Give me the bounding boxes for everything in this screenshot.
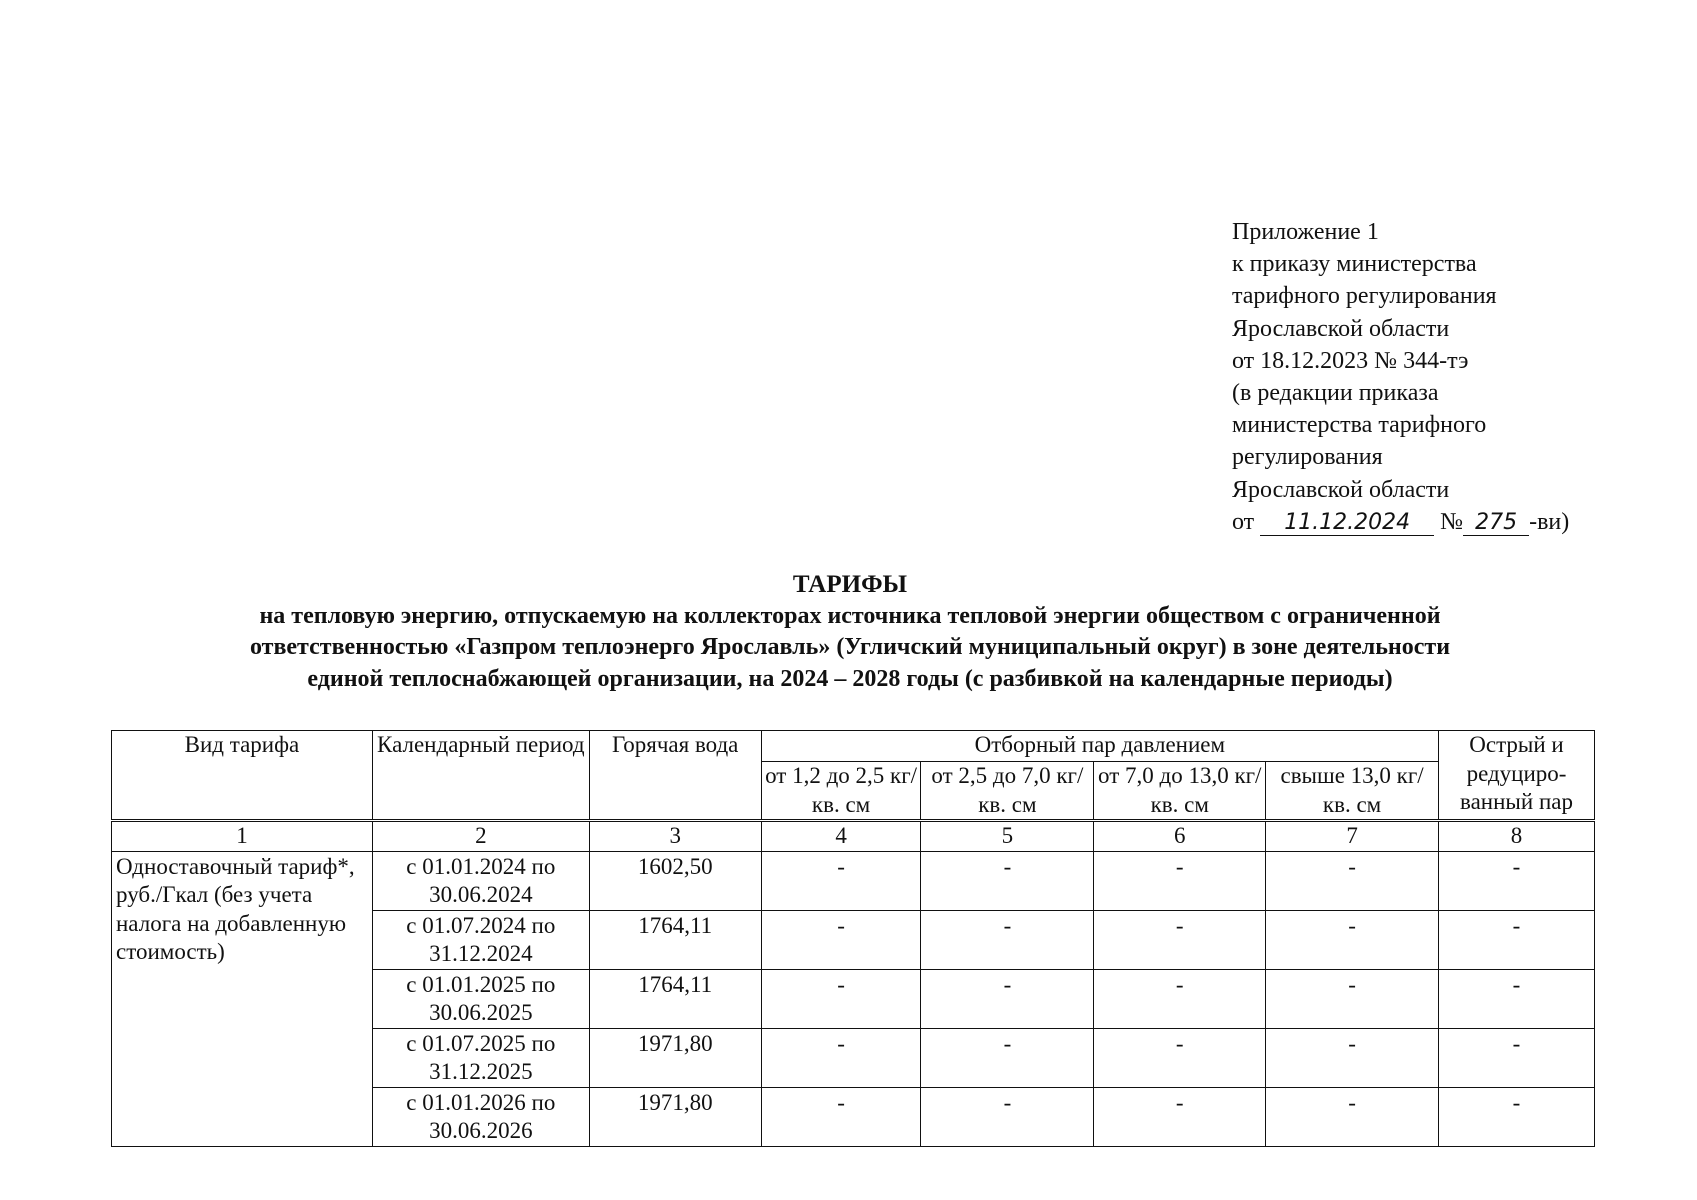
value-cell: -	[761, 851, 921, 910]
header-steam-col: от 7,0 до 13,0 кг/ кв. см	[1094, 762, 1266, 821]
column-number: 5	[921, 821, 1094, 852]
value-cell: -	[1439, 851, 1595, 910]
column-number: 4	[761, 821, 921, 852]
appendix-block	[1232, 216, 1569, 538]
value-cell: -	[1094, 1028, 1266, 1087]
appendix-line: (в редакции приказа	[1232, 380, 1439, 407]
value-cell: -	[1439, 1028, 1595, 1087]
document-subtitle-line: на тепловую энергию, отпускаемую на коллекторах источника тепловой энергии обществом с ограниченной	[259, 602, 1441, 629]
column-number: 6	[1094, 821, 1266, 852]
value-cell: -	[761, 910, 921, 969]
value-cell: -	[1266, 1087, 1439, 1146]
hot-water-value: 1971,80	[589, 1028, 761, 1087]
tariff-type-cell: Одноставочный тариф*, руб./Гкал (без учета налога на добавленную стоимость)	[112, 851, 373, 1146]
appendix-from-prefix: от	[1232, 508, 1255, 535]
value-cell: -	[1439, 969, 1595, 1028]
header-steam-col: от 1,2 до 2,5 кг/ кв. см	[761, 762, 921, 821]
header-hot-water: Горячая вода	[589, 731, 761, 821]
header-steam-col: от 2,5 до 7,0 кг/ кв. см	[921, 762, 1094, 821]
appendix-line: Ярославской области	[1232, 476, 1450, 503]
document-subtitle-line: единой теплоснабжающей организации, на 2024 – 2028 годы (с разбивкой на календарные периоды)	[307, 665, 1393, 692]
value-cell: -	[761, 969, 921, 1028]
tariff-table	[111, 730, 1595, 1147]
hot-water-value: 1971,80	[589, 1087, 761, 1146]
document-title-block	[110, 569, 1590, 695]
appendix-line: Приложение 1	[1232, 219, 1379, 245]
column-number: 7	[1266, 821, 1439, 852]
column-number: 8	[1439, 821, 1595, 852]
appendix-line: тарифного регулирования	[1232, 283, 1497, 310]
header-sharp-steam: Острый и редуциро-ванный пар	[1439, 731, 1595, 821]
value-cell: -	[1439, 1087, 1595, 1146]
header-steam-col: свыше 13,0 кг/ кв. см	[1266, 762, 1439, 821]
appendix-line: министерства тарифного	[1232, 412, 1487, 439]
value-cell: -	[1266, 1028, 1439, 1087]
value-cell: -	[921, 1028, 1094, 1087]
document-heading: ТАРИФЫ	[792, 571, 908, 598]
appendix-line: к приказу министерства	[1232, 251, 1477, 278]
period-cell: с 01.07.2024 по 31.12.2024	[372, 910, 589, 969]
table-header-row	[112, 731, 1595, 762]
appendix-line: от 18.12.2023 № 344-тэ	[1232, 347, 1469, 374]
hot-water-value: 1764,11	[589, 910, 761, 969]
column-number: 3	[589, 821, 761, 852]
number-sign: №	[1440, 508, 1464, 535]
hot-water-value: 1764,11	[589, 969, 761, 1028]
appendix-line: регулирования	[1232, 444, 1383, 471]
period-cell: с 01.07.2025 по 31.12.2025	[372, 1028, 589, 1087]
handwritten-order-number: 275	[1463, 511, 1529, 536]
appendix-suffix: -ви)	[1529, 508, 1570, 535]
value-cell: -	[1094, 910, 1266, 969]
value-cell: -	[761, 1087, 921, 1146]
period-cell: с 01.01.2026 по 30.06.2026	[372, 1087, 589, 1146]
value-cell: -	[1094, 1087, 1266, 1146]
appendix-line: Ярославской области	[1232, 315, 1450, 342]
column-number: 1	[112, 821, 373, 852]
value-cell: -	[921, 851, 1094, 910]
header-vid: Вид тарифа	[112, 731, 373, 821]
value-cell: -	[1094, 851, 1266, 910]
value-cell: -	[1266, 910, 1439, 969]
hot-water-value: 1602,50	[589, 851, 761, 910]
header-period: Календарный период	[372, 731, 589, 821]
value-cell: -	[921, 910, 1094, 969]
document-subtitle-line: ответственностью «Газпром теплоэнерго Ярославль» (Угличский муниципальный округ) в зоне деятельности	[249, 634, 1451, 660]
value-cell: -	[1266, 851, 1439, 910]
period-cell: с 01.01.2024 по 30.06.2024	[372, 851, 589, 910]
column-number-row	[112, 821, 1595, 852]
value-cell: -	[1094, 969, 1266, 1028]
value-cell: -	[761, 1028, 921, 1087]
column-number: 2	[372, 821, 589, 852]
value-cell: -	[1266, 969, 1439, 1028]
value-cell: -	[921, 969, 1094, 1028]
period-cell: с 01.01.2025 по 30.06.2025	[372, 969, 589, 1028]
value-cell: -	[921, 1087, 1094, 1146]
table-row	[112, 851, 1595, 910]
value-cell: -	[1439, 910, 1595, 969]
appendix-signature-line	[1232, 506, 1569, 538]
handwritten-order-date: 11.12.2024	[1260, 511, 1434, 536]
header-steam-group: Отборный пар давлением	[761, 731, 1438, 762]
